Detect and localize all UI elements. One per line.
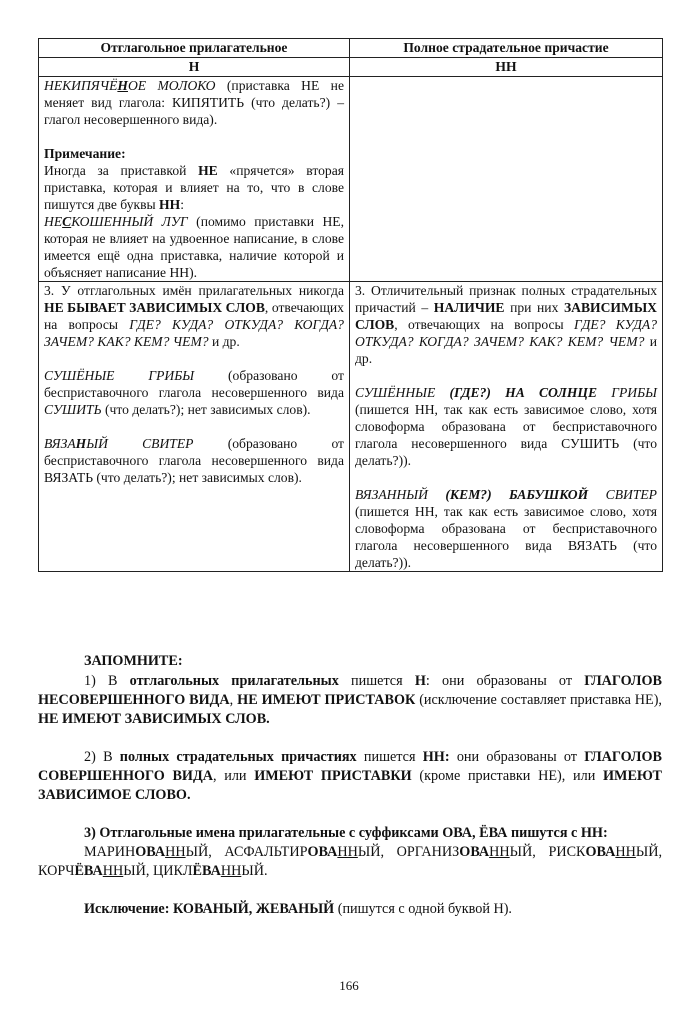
rule-3: 3) Отглагольные имена прилагательные с суффиксами ОВА, ЁВА пишутся с НН: bbox=[84, 825, 608, 841]
right-example-sushennye: СУШЁННЫЕ (ГДЕ?) НА СОЛНЦЕ ГРИБЫ (пишется НН, так как есть зависимое слово, хотя словоформа образована от бесприставочного глагола несовершенного вида СУШИТЬ (что делать?)). bbox=[355, 385, 657, 468]
rule-1: 1) В отглагольных прилагательных пишется Н: они образованы от ГЛАГОЛОВ НЕСОВЕРШЕННОГО ВИДА, НЕ ИМЕЮТ ПРИСТАВОК (исключение составляет приставка НЕ), НЕ ИМЕЮТ ЗАВИСИМЫХ СЛОВ. bbox=[38, 673, 662, 727]
col1-header: Отглагольное прилагательное bbox=[39, 39, 350, 58]
page-number: 166 bbox=[339, 978, 359, 993]
row2-right-cell bbox=[350, 282, 663, 572]
suffix-word: АСФАЛЬТИРОВАННЫЙ, bbox=[224, 844, 397, 860]
left-example-sushenye: СУШЁНЫЕ ГРИБЫ (образовано от бесприставочного глагола несовершенного вида СУШИТЬ (что делать?); нет зависимых слов). bbox=[44, 368, 344, 417]
comparison-table bbox=[38, 38, 663, 572]
note-title: Примечание: bbox=[44, 146, 126, 161]
note-text: Иногда за приставкой НЕ «прячется» вторая приставка, которая и влияет на то, что в слове пишутся две буквы НН: bbox=[44, 163, 345, 212]
suffix-word-list bbox=[38, 843, 662, 881]
remember-title: ЗАПОМНИТЕ: bbox=[84, 653, 183, 669]
remember-section bbox=[38, 652, 662, 919]
table-subheader-row bbox=[39, 58, 663, 77]
col1-subheader: Н bbox=[39, 58, 350, 77]
col2-header: Полное страдательное причастие bbox=[350, 39, 663, 58]
row2-left-cell bbox=[39, 282, 350, 572]
rule-3-right: 3. Отличительный признак полных страдательных причастий – НАЛИЧИЕ при них ЗАВИСИМЫХ СЛОВ, отвечающих на вопросы ГДЕ? КУДА? ОТКУДА? КОГДА? ЗАЧЕМ? КАК? КЕМ? ЧЕМ? и др. bbox=[355, 283, 657, 366]
suffix-word: ЦИКЛЁВАННЫЙ. bbox=[152, 863, 268, 879]
row1-left-cell bbox=[39, 77, 350, 282]
table-row-1 bbox=[39, 77, 663, 282]
suffix-word: МАРИНОВАННЫЙ, bbox=[84, 844, 225, 860]
left-example-vyazany: ВЯЗАНЫЙ СВИТЕР (образовано от бесприставочного глагола несовершенного вида ВЯЗАТЬ (что делать?); нет зависимых слов). bbox=[44, 436, 344, 485]
col2-subheader: НН bbox=[350, 58, 663, 77]
suffix-word: КОРЧЁВАННЫЙ, bbox=[38, 863, 153, 879]
row1-example-1: НЕКИПЯЧЁНОЕ МОЛОКО (приставка НЕ не меняет вид глагола: КИПЯТИТЬ (что делать?) – глагол несовершенного вида). bbox=[44, 78, 344, 127]
exception-line: Исключение: КОВАНЫЙ, ЖЕВАНЫЙ (пишутся с одной буквой Н). bbox=[84, 901, 512, 917]
table-row-2 bbox=[39, 282, 663, 572]
suffix-word: ОРГАНИЗОВАННЫЙ, bbox=[396, 844, 549, 860]
suffix-word: РИСКОВАННЫЙ, bbox=[548, 844, 663, 860]
rule-3-left: 3. У отглагольных имён прилагательных никогда НЕ БЫВАЕТ ЗАВИСИМЫХ СЛОВ, отвечающих на вопросы ГДЕ? КУДА? ОТКУДА? КОГДА? ЗАЧЕМ? КАК? КЕМ? ЧЕМ? и др. bbox=[44, 283, 344, 349]
table-header-row bbox=[39, 39, 663, 58]
row1-example-2: НЕСКОШЕННЫЙ ЛУГ (помимо приставки НЕ, которая не влияет на удвоенное написание, в слове имеется ещё одна приставка, наличие которой и объясняет написание НН). bbox=[44, 214, 344, 280]
right-example-vyazanny: ВЯЗАННЫЙ (КЕМ?) БАБУШКОЙ СВИТЕР (пишется НН, так как есть зависимое слово, хотя словоформа образована от бесприставочного глагола несовершенного вида ВЯЗАТЬ (что делать?)). bbox=[355, 487, 657, 570]
rule-2: 2) В полных страдательных причастиях пишется НН: они образованы от ГЛАГОЛОВ СОВЕРШЕННОГО ВИДА, или ИМЕЮТ ПРИСТАВКИ (кроме приставки НЕ), или ИМЕЮТ ЗАВИСИМОЕ СЛОВО. bbox=[38, 749, 662, 803]
row1-right-cell bbox=[350, 77, 663, 282]
